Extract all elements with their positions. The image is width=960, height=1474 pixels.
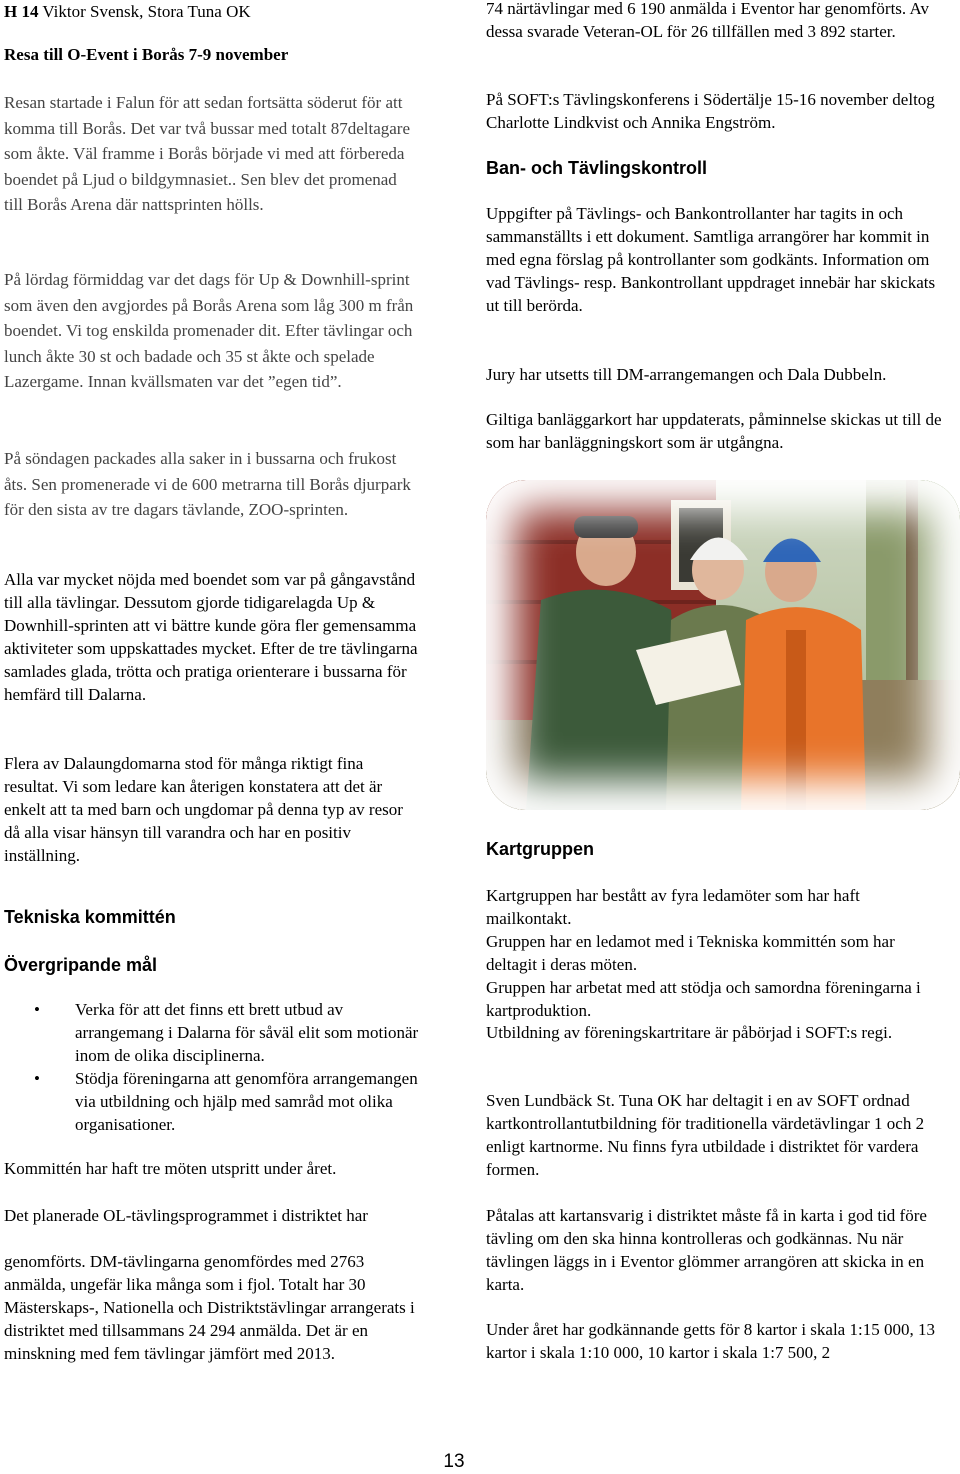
- right-paragraph-2: På SOFT:s Tävlingskonferens i Södertälje 15-16 november deltog Charlotte Lindkvist och Annika Engström.: [486, 90, 935, 132]
- bullet-icon: •: [34, 1069, 40, 1088]
- right-paragraph-10: Sven Lundbäck St. Tuna OK har deltagit i en av SOFT ordnad kartkontrollantutbildning för traditionella värdetävlingar 1 och 2 enligt kartnorme. Nu finns fyra utbildade i distriktet för vardera formen.: [486, 1091, 925, 1179]
- left-paragraph-3: På söndagen packades alla saker in i bussarna och frukost åts. Sen promenerade vi de 600 metrarna till Borås djurpark för den sista av tre dagars tävlande, ZOO-sprinten.: [4, 449, 411, 519]
- right-paragraph-1: 74 närtävlingar med 6 190 anmälda i Eventor har genomförts. Av dessa svarade Veteran-OL för 26 tillfällen med 3 892 starter.: [486, 0, 929, 41]
- bullet-icon: •: [34, 1000, 40, 1019]
- goal-list-item: [4, 1067, 419, 1136]
- goal-list: [4, 998, 419, 1136]
- left-paragraph-4: Alla var mycket nöjda med boendet som var på gångavstånd till alla tävlingar. Dessutom gjorde tidigarelagda Up & Downhill-sprinten att vi bättre kunde göra fler gemensamma aktiviteter som uppskattades mycket. Efter de tre tävlingarna samlades glada, trötta och pratiga orienterare i bussarna för hemfärd till Dalarna.: [4, 570, 418, 704]
- left-paragraph-1: Resan startade i Falun för att sedan fortsätta söderut för att komma till Borås. Det var två bussar med totalt 87deltagare som åkte. Väl framme i Borås började vi med att förbereda boendet på Ljud o bildgymnasiet.. Sen blev det promenad till Borås Arena där nattsprinten hölls.: [4, 93, 410, 214]
- photo-vignette: [486, 480, 960, 810]
- right-paragraph-9: Utbildning av föreningskartritare är påbörjad i SOFT:s regi.: [486, 1023, 893, 1042]
- left-paragraph-6: Kommittén har haft tre möten utspritt under året.: [4, 1159, 337, 1178]
- right-paragraph-8: Gruppen har arbetat med att stödja och samordna föreningarna i kartproduktion.: [486, 978, 921, 1020]
- trip-title: Resa till O-Event i Borås 7-9 november: [4, 45, 289, 64]
- goal-text: Verka för att det finns ett brett utbud av arrangemang i Dalarna för såväl elit som motionär inom de olika disciplinerna.: [75, 1000, 419, 1065]
- right-paragraph-12: Under året har godkännande getts för 8 kartor i skala 1:15 000, 13 kartor i skala 1:10 000, 10 kartor i skala 1:7 500, 2: [486, 1320, 935, 1362]
- overgripande-mal-heading: Övergripande mål: [4, 955, 158, 975]
- goal-text: Stödja föreningarna att genomföra arrangemangen via utbildning och hjälp med samråd mot olika organisationer.: [75, 1069, 418, 1134]
- right-paragraph-5: Giltiga banläggarkort har uppdaterats, påminnelse skickas ut till de som har banläggningskort som är utgångna.: [486, 410, 942, 452]
- goal-list-item: [4, 998, 419, 1067]
- page-header: [4, 0, 424, 23]
- left-paragraph-7b: genomförts. DM-tävlingarna genomfördes med 2763 anmälda, ungefär lika många som i fjol. Totalt har 30 Mästerskaps-, Nationella och Distriktstävlingar arrangerats i distriktet med tillsammans 24 294 anmälda. Det är en minskning med fem tävlingar jämfört med 2013.: [4, 1252, 415, 1363]
- ban-och-tavlingskontroll-heading: Ban- och Tävlingskontroll: [486, 158, 708, 178]
- tekniska-kommitten-heading: Tekniska kommittén: [4, 907, 176, 927]
- right-paragraph-7: Gruppen har en ledamot med i Tekniska kommittén som har deltagit i deras möten.: [486, 932, 895, 974]
- right-paragraph-4: Jury har utsetts till DM-arrangemangen och Dala Dubbeln.: [486, 365, 887, 384]
- orienteering-group-photo: [486, 480, 960, 810]
- right-paragraph-3: Uppgifter på Tävlings- och Bankontrollanter har tagits in och sammanställts i ett dokument. Samtliga arrangörer har kommit in med egna förslag på kontrollanter som godkänts. Information om vad Tävlings- resp. Bankontrollant uppdraget innebär har skickats ut till berörda.: [486, 204, 936, 315]
- header-club: Viktor Svensk, Stora Tuna OK: [38, 2, 251, 21]
- page-number: 13: [443, 1451, 465, 1472]
- header-prefix: H 14: [4, 2, 39, 21]
- right-paragraph-6: Kartgruppen har bestått av fyra ledamöter som har haft mailkontakt.: [486, 886, 860, 928]
- right-paragraph-11: Påtalas att kartansvarig i distriktet måste få in karta i god tid före tävling om den ska hinna kontrolleras och godkännas. Nu när tävlingen läggs in i Eventor glömmer arrangören att skicka in en karta.: [486, 1206, 927, 1294]
- kartgruppen-heading: Kartgruppen: [486, 839, 594, 859]
- left-paragraph-5: Flera av Dalaungdomarna stod för många riktigt fina resultat. Vi som ledare kan återigen konstatera att det är enkelt att ta med barn och ungdomar på denna typ av resor då alla visar hänsyn till varandra och har en positiv inställning.: [4, 754, 403, 865]
- left-paragraph-2: På lördag förmiddag var det dags för Up & Downhill-sprint som även den avgjordes på Borås Arena som låg 300 m från boendet. Vi tog enskilda promenader dit. Efter tävlingar och lunch åkte 30 st och badade och 35 st åkte och spelade Lazergame. Innan kvällsmaten var det ”egen tid”.: [4, 270, 414, 391]
- left-paragraph-7a: Det planerade OL-tävlingsprogrammet i distriktet har: [4, 1206, 368, 1225]
